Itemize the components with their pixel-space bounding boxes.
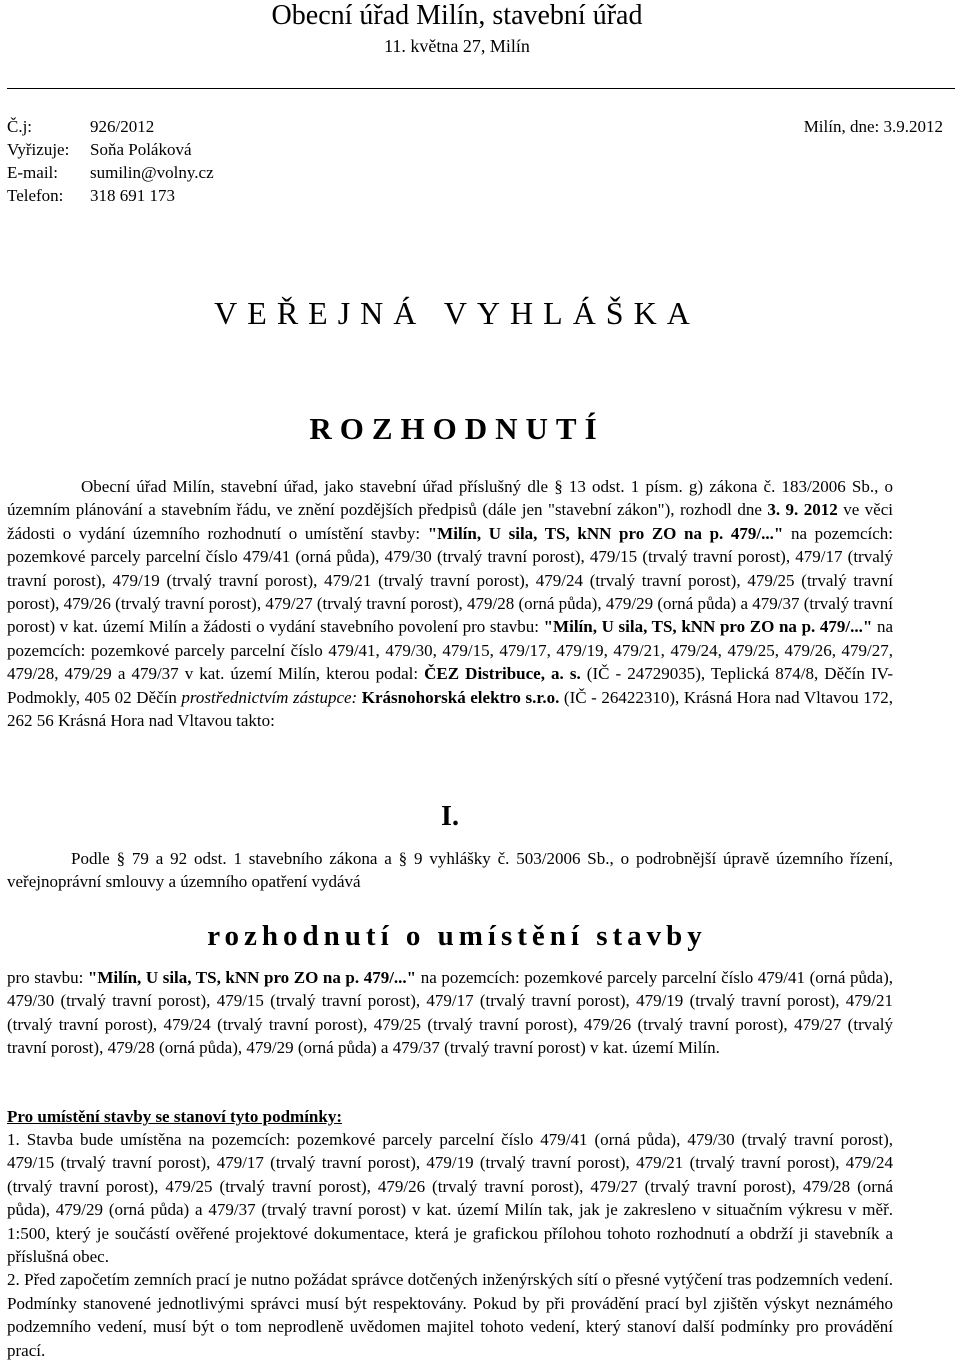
section1-paragraph: Podle § 79 a 92 odst. 1 stavebního zákona a § 9 vyhlášky č. 503/2006 Sb., o podrobnější úpravě územního řízení, veřejnoprávní smlouvy a územního opatření vydává <box>7 849 893 892</box>
intro-text-6: (IČ - 26422310), Krásná Hora nad Vltavou 172, 262 56 Krásná Hora nad Vltavou takto: <box>7 687 893 731</box>
intro-text-1: Obecní úřad Milín, stavební úřad, jako stavební úřad příslušný dle § 13 odst. 1 písm. g) zákona č. 183/2006 Sb., o územním plánování a stavebním řádu, ve znění pozdějších předpisů (dále jen "stavební zákon"), rozhodl dne <box>7 477 893 520</box>
intro-text-3: na pozemcích: pozemkové parcely parcelní číslo 479/41 (orná půda), 479/30 (trvalý travní porost), 479/15 (trvalý travní porost), 479/17 (trvalý travní porost), 479/19 (trvalý travní porost), 479/21 (trvalý travní porost), 479/24 (trvalý travní porost), 479/25 (trvalý travní porost), 479/26 (trvalý travní porost), 479/27 (trvalý travní porost), 479/28 (orná půda), 479/29 (orná půda) a 479/37 (trvalý travní porost) v kat. území Milín a žádosti o vydání stavebního povolení pro stavbu: <box>7 523 893 637</box>
intro-text-4: na pozemcích: pozemkové parcely parcelní číslo 479/41, 479/30, 479/15, 479/17, 479/19, 479/21, 479/24, 479/25, 479/26, 479/27, 479/28, 479/29 a 479/37 v kat. území Milín, kterou podal: <box>7 617 893 684</box>
office-name: Obecní úřad Milín, stavební úřad <box>271 0 643 31</box>
cj-label: Č.j: <box>7 117 33 136</box>
email-label: E-mail: <box>7 163 58 182</box>
conditions-heading: Pro umístění stavby se stanoví tyto podmínky: <box>7 1107 342 1126</box>
condition-item-2: 2. Před započetím zemních prací je nutno požádat správce dotčených inženýrských sítí o přesné vytýčení tras podzemních vedení. Podmínky stanovené jednotlivými správci musí být respektovány. Pokud by při provádění prací byl zjištěn výskyt neznámého podzemního vedení, musí být o tom neprodleně uvědomen majitel tohoto vedení, který stanoví další podmínky pro provádění prací. <box>7 1270 893 1360</box>
telefon-value: 318 691 173 <box>90 186 175 205</box>
email-value: sumilin@volny.cz <box>90 163 214 182</box>
conditions-list <box>7 1128 893 1362</box>
intro-text-2: ve věci žádosti o vydání územního rozhodnutí o umístění stavby: <box>7 500 893 543</box>
intro-agent: Krásnohorská elektro s.r.o. <box>361 687 560 707</box>
meta-row-telefon <box>7 184 943 207</box>
intro-text-5: (IČ - 24729035), Teplická 874/8, Děčín IV-Podmokly, 405 02 Děčín <box>7 664 894 707</box>
meta-row-email <box>7 161 943 184</box>
stavba-text-1: pro stavbu: <box>7 968 88 987</box>
meta-row-cj <box>7 115 943 138</box>
title-rozhodnuti: ROZHODNUTÍ <box>309 411 605 446</box>
vyrizuje-value: Soňa Poláková <box>90 140 192 159</box>
intro-stavba-1: "Milín, U sila, TS, kNN pro ZO na p. 479/..." <box>427 523 784 543</box>
stavba-name: "Milín, U sila, TS, kNN pro ZO na p. 479/..." <box>87 968 417 987</box>
intro-agent-label: prostřednictvím zástupce: <box>181 687 358 707</box>
document-date: Milín, dne: 3.9.2012 <box>803 117 943 136</box>
intro-date: 3. 9. 2012 <box>767 500 838 520</box>
title-rozhodnuti-o-umisteni: rozhodnutí o umístění stavby <box>207 920 707 952</box>
vyrizuje-label: Vyřizuje: <box>7 140 70 159</box>
office-address: 11. května 27, Milín <box>384 36 530 56</box>
condition-item-1: 1. Stavba bude umístěna na pozemcích: pozemkové parcely parcelní číslo 479/41 (orná půda), 479/30 (trvalý travní porost), 479/15 (trvalý travní porost), 479/17 (trvalý travní porost), 479/19 (trvalý travní porost), 479/21 (trvalý travní porost), 479/24 (trvalý travní porost), 479/25 (trvalý travní porost), 479/26 (trvalý travní porost), 479/27 (trvalý travní porost), 479/28 (orná půda), 479/29 (orná půda) a 479/37 (trvalý travní porost) v kat. území Milín tak, jak je zakresleno v situačním výkresu v měř. 1:500, který je součástí ověřené projektové dokumentace, která je grafickou přílohou tohoto rozhodnutí a obdrží ji stavebník a příslušná obec. <box>7 1130 893 1267</box>
cj-value: 926/2012 <box>90 117 155 136</box>
header-rule <box>7 88 955 89</box>
document-meta <box>7 115 943 207</box>
section-number: I. <box>441 801 459 832</box>
title-verejna-vyhlaska: VEŘEJNÁ VYHLÁŠKA <box>214 295 700 331</box>
stavba-text-2: na pozemcích: pozemkové parcely parcelní číslo 479/41 (orná půda), 479/30 (trvalý travní porost), 479/15 (trvalý travní porost), 479/17 (trvalý travní porost), 479/19 (trvalý travní porost), 479/21 (trvalý travní porost), 479/24 (trvalý travní porost), 479/25 (trvalý travní porost), 479/26 (trvalý travní porost), 479/27 (trvalý travní porost), 479/28 (orná půda), 479/29 (orná půda) a 479/37 (trvalý travní porost) v kat. území Milín. <box>7 968 893 1058</box>
meta-row-vyrizuje <box>7 138 943 161</box>
intro-stavba-2: "Milín, U sila, TS, kNN pro ZO na p. 479/..." <box>543 617 873 637</box>
stavba-paragraph <box>7 966 893 1060</box>
intro-applicant: ČEZ Distribuce, a. s. <box>424 664 581 684</box>
telefon-label: Telefon: <box>7 186 64 205</box>
intro-paragraph <box>7 475 893 732</box>
